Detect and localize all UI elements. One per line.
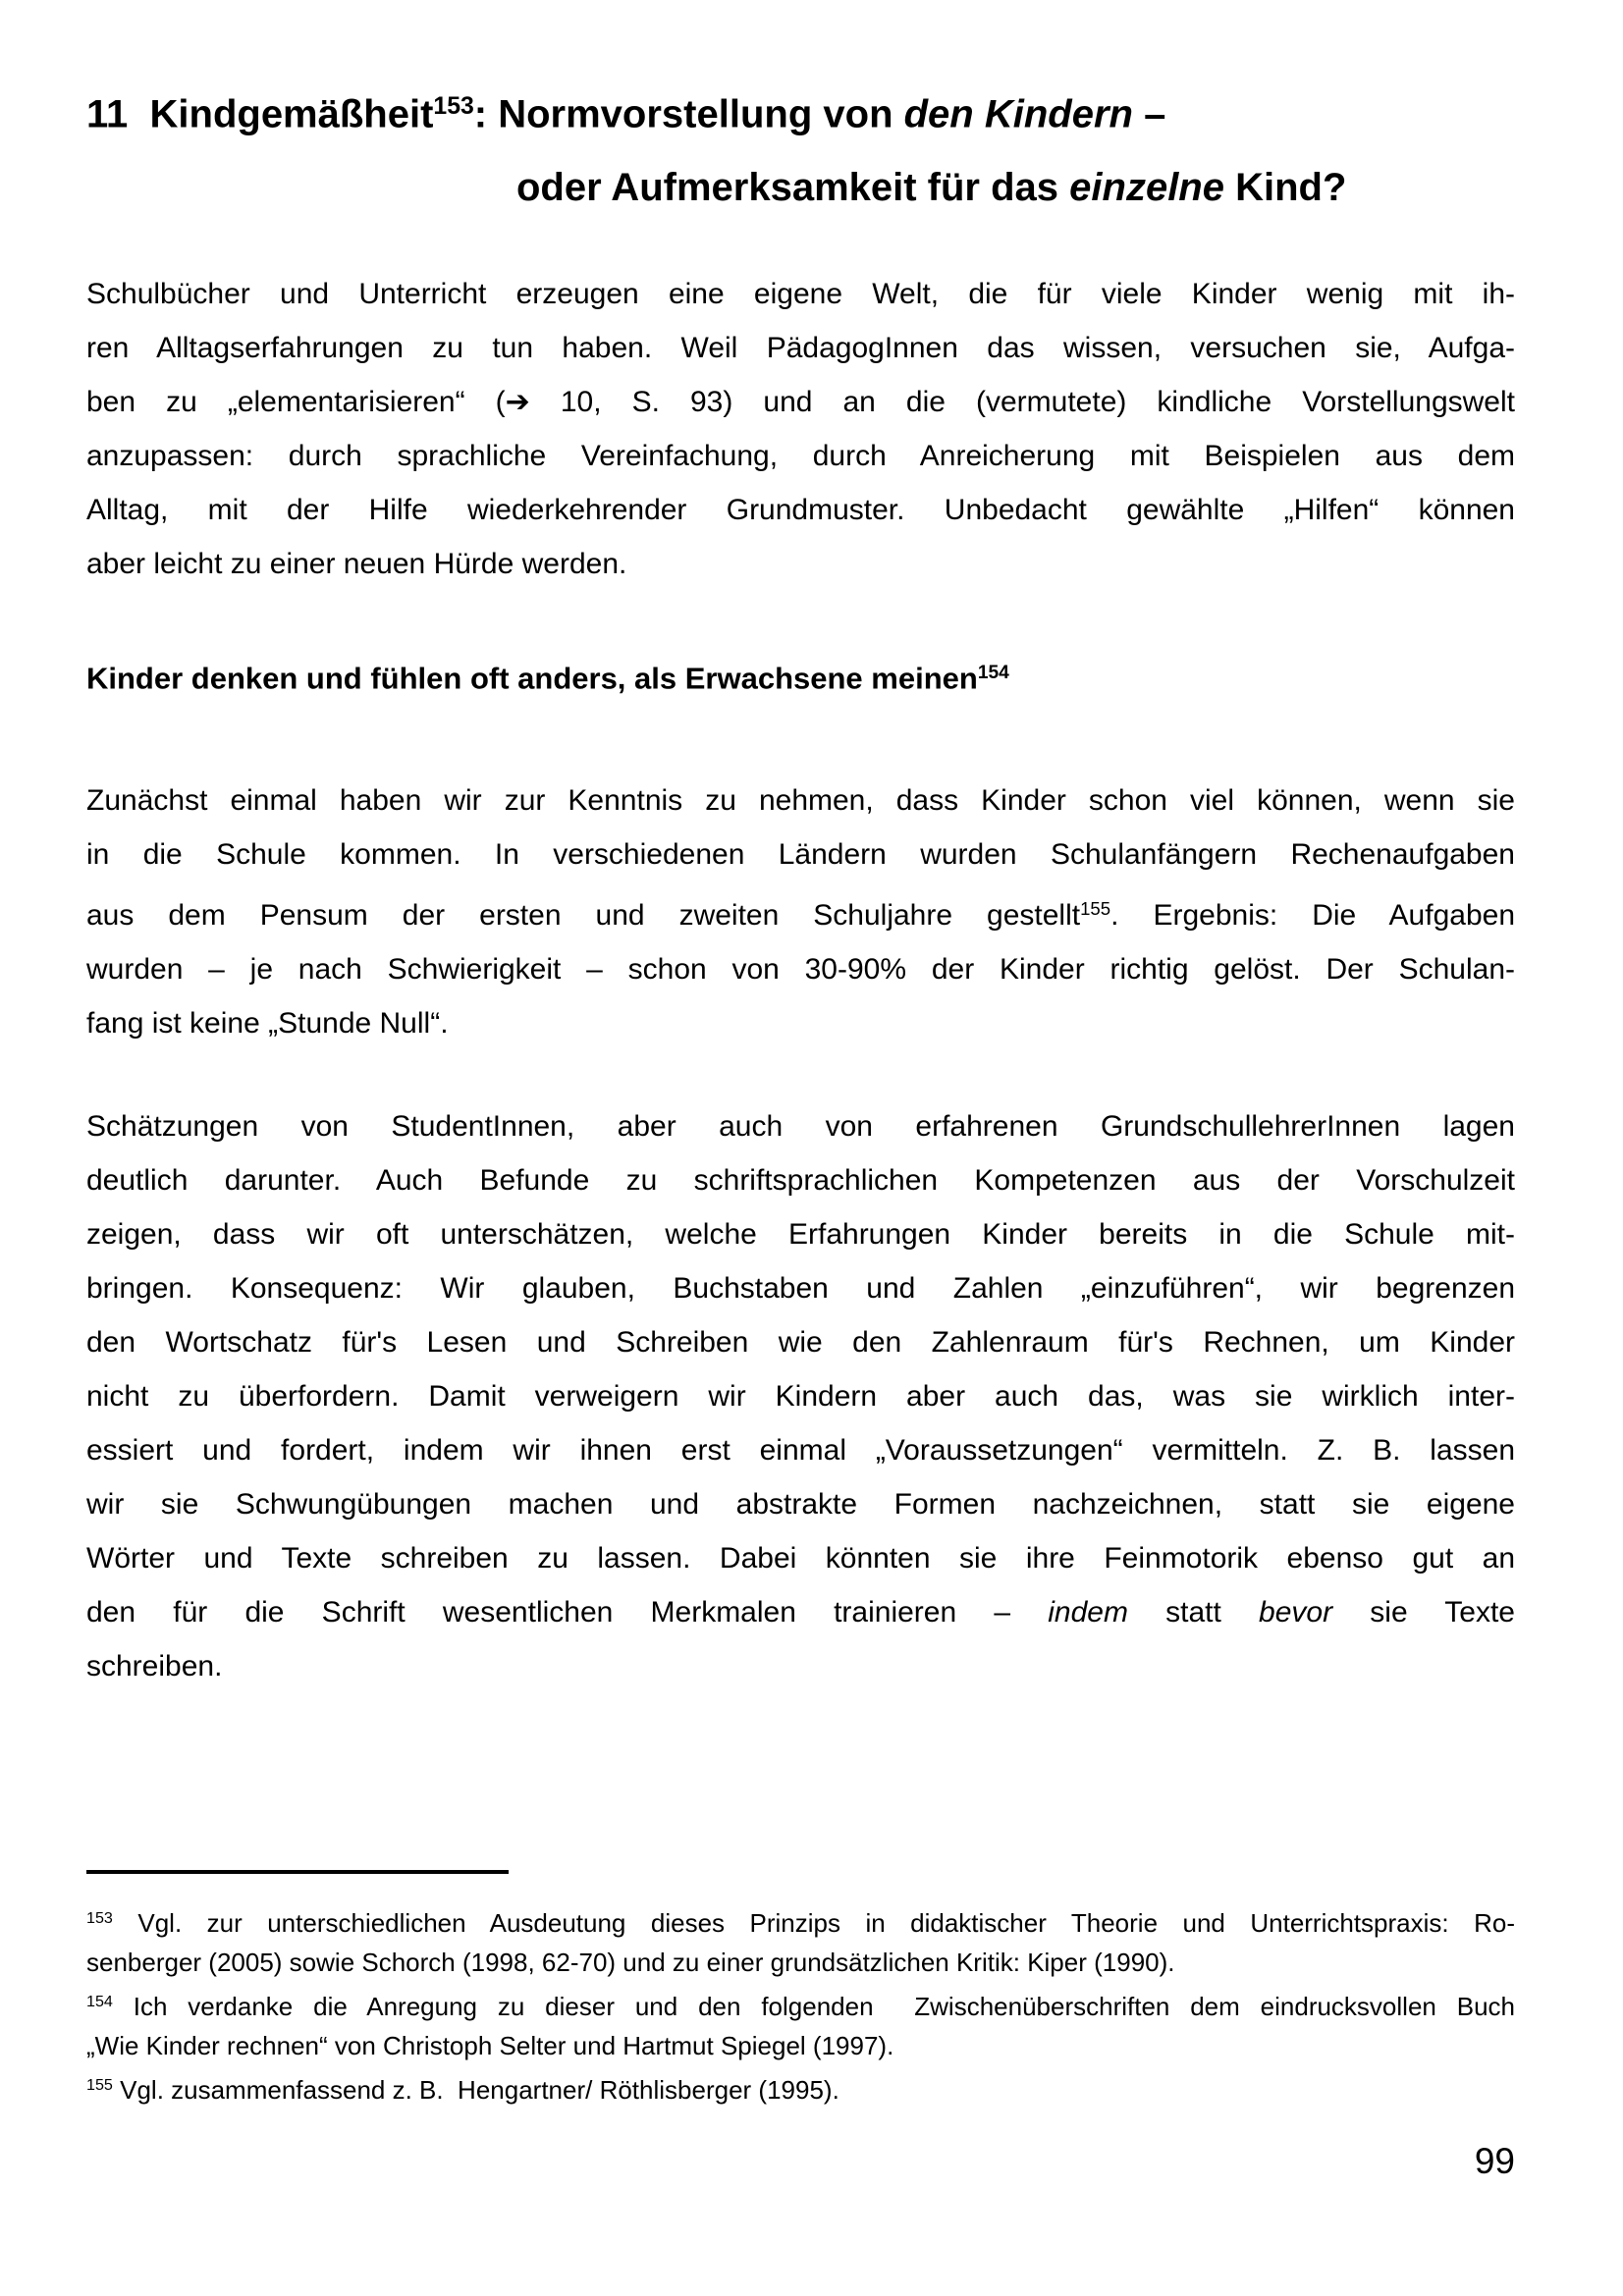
footnote-line: senberger (2005) sowie Schorch (1998, 62-70) und zu einer grundsätzlichen Kritik: Kiper (1990). [86,1947,1175,1977]
footnote-line: $^{153}$ Vgl. zur unterschiedlichen Ausdeutung dieses Prinzips in didaktischer Theorie und Unterrichtspraxis: Ro- [86,1907,1515,1938]
footnote-separator [86,1870,509,1874]
text-line: in die Schule kommen. In verschiedenen Ländern wurden Schulanfängern Rechenaufgaben [86,838,1515,871]
text-line: ren Alltagserfahrungen zu tun haben. Weil PädagogInnen das wissen, versuchen sie, Aufga- [86,332,1515,364]
footnote-154 [86,1982,1515,2065]
text-line: den Wortschatz für's Lesen und Schreiben wie den Zahlenraum für's Rechnen, um Kinder [86,1326,1515,1359]
text-line: deutlich darunter. Auch Befunde zu schriftsprachlichen Kompetenzen aus der Vorschulzeit [86,1164,1515,1197]
text-line: Wörter und Texte schreiben zu lassen. Dabei könnten sie ihre Feinmotorik ebenso gut an [86,1542,1515,1575]
text-line: wir sie Schwungübungen machen und abstrakte Formen nachzeichnen, statt sie eigene [86,1488,1515,1521]
text-line: schreiben. [86,1650,223,1682]
paragraph-3 [86,1099,1515,1693]
text-line: nicht zu überfordern. Damit verweigern wir Kindern aber auch das, was sie wirklich inter- [86,1380,1515,1413]
chapter-title-line-2: oder Aufmerksamkeit für das einzelne Kind? [516,165,1347,209]
text-line: wurden – je nach Schwierigkeit – schon von 30-90% der Kinder richtig gelöst. Der Schulan- [86,953,1515,987]
text-line: Zunächst einmal haben wir zur Kenntnis zu nehmen, dass Kinder schon viel können, wenn sie [86,784,1515,817]
paragraph-1 [86,267,1515,591]
paragraph-2 [86,774,1515,1050]
page-number: 99 [1474,2141,1515,2181]
text-line: Schätzungen von StudentInnen, aber auch von erfahrenen GrundschullehrerInnen lagen [86,1110,1515,1143]
section-subheading: Kinder denken und fühlen oft anders, als Erwachsene meinen$^{154}$ [86,661,1009,696]
text-line: essiert und fordert, indem wir ihnen erst einmal „Voraussetzungen“ vermitteln. Z. B. lassen [86,1434,1515,1467]
footnote-line: „Wie Kinder rechnen“ von Christoph Selter und Hartmut Spiegel (1997). [86,2030,894,2060]
text-line: Alltag, mit der Hilfe wiederkehrender Grundmuster. Unbedacht gewählte „Hilfen“ können [86,494,1515,526]
footnotes [86,1898,1515,2109]
text-line: fang ist keine „Stunde Null“. [86,1007,449,1041]
text-line: aber leicht zu einer neuen Hürde werden. [86,548,627,580]
footnote-line: $^{154}$ Ich verdanke die Anregung zu dieser und den folgenden Zwischenüberschriften dem eindrucksvollen Buch [86,1991,1515,2021]
text-line: Schulbücher und Unterricht erzeugen eine eigene Welt, die für viele Kinder wenig mit ih- [86,278,1515,310]
chapter-title [86,71,1515,224]
text-line: ben zu „elementarisieren“ (➔ 10, S. 93) und an die (vermutete) kindliche Vorstellungswelt [86,386,1515,418]
text-line: den für die Schrift wesentlichen Merkmalen trainieren – indem statt bevor sie Texte [86,1596,1515,1629]
text-line: aus dem Pensum der ersten und zweiten Schuljahre gestellt$^{155}$. Ergebnis: Die Aufgaben [86,898,1516,933]
chapter-title-line-1: 11 Kindgemäßheit$^{153}$: Normvorstellung von den Kindern – [86,92,1166,136]
footnote-line: $^{155}$ Vgl. zusammenfassend z. B. Hengartner/ Röthlisberger (1995). [86,2074,839,2105]
footnote-153 [86,1898,1515,1982]
text-line: bringen. Konsequenz: Wir glauben, Buchstaben und Zahlen „einzuführen“, wir begrenzen [86,1272,1515,1305]
footnote-155 [86,2065,1515,2109]
text-line: zeigen, dass wir oft unterschätzen, welche Erfahrungen Kinder bereits in die Schule mit- [86,1218,1515,1251]
text-line: anzupassen: durch sprachliche Vereinfachung, durch Anreicherung mit Beispielen aus dem [86,440,1515,472]
